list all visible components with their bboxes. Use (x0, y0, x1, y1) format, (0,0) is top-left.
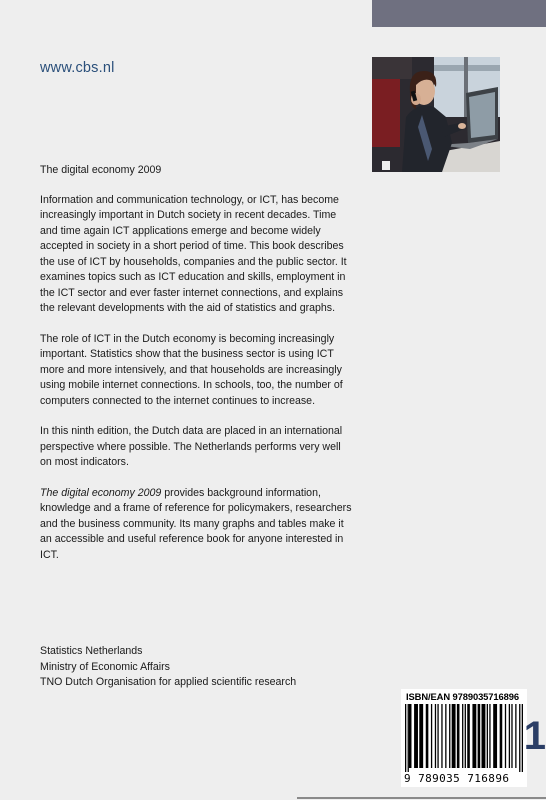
barcode-bar (449, 704, 450, 768)
barcode-bar (467, 704, 470, 768)
barcode-bar (493, 704, 497, 768)
barcode-bar (431, 704, 432, 768)
barcode-bar (426, 704, 429, 768)
barcode-bar (445, 704, 446, 768)
barcode-bar (511, 704, 512, 768)
blurb-title: The digital economy 2009 (40, 164, 162, 176)
isbn-label: ISBN/EAN 9789035716896 (406, 691, 519, 702)
barcode-block (401, 689, 527, 787)
blurb-paragraph-4 (40, 486, 352, 564)
barcode-bar (437, 704, 438, 768)
blurb-paragraph-3: In this ninth edition, the Dutch data are placed in an international perspective where possible. The Netherlands performs very well on most indicators. (40, 425, 343, 468)
barcode-bar (472, 704, 476, 768)
bottom-rule (297, 797, 546, 799)
cover-photo (372, 57, 500, 172)
barcode-bar (489, 704, 490, 768)
barcode-bar (405, 704, 406, 772)
barcode-bar (505, 704, 506, 768)
barcode-left-group: 789035 (418, 772, 461, 785)
barcode-bar (478, 704, 481, 768)
barcode-bar (509, 704, 510, 768)
publishers-list (40, 644, 340, 691)
barcode-bar (419, 704, 423, 768)
barcode-bar (487, 704, 488, 768)
barcode-digits (404, 772, 526, 785)
edge-number: 1 (523, 714, 546, 758)
barcode-bars (404, 704, 524, 772)
barcode-bar (414, 704, 418, 768)
blurb-paragraph-2: The role of ICT in the Dutch economy is becoming increasingly important. Statistics show that the business sector is using ICT more and more intensively, and that households are increasingly using mobile internet connections. In schools, too, the number of computers connected to the internet continues to increase. (40, 332, 343, 407)
barcode-right-group: 716896 (467, 772, 510, 785)
publisher-item: Ministry of Economic Affairs (40, 660, 170, 673)
back-cover-blurb (40, 163, 352, 578)
barcode-bar (409, 704, 412, 768)
barcode-bar (452, 704, 456, 768)
barcode-bar (519, 704, 520, 772)
barcode-bar (465, 704, 466, 768)
blurb-paragraph-4-text: provides background information, knowledge and a frame of reference for policymakers, researchers and the business community. Its many graphs and tables make it an accessible and useful reference book for anyone interested in ICT. (40, 486, 352, 561)
barcode-bar (500, 704, 503, 768)
barcode-bar (462, 704, 463, 768)
barcode-bar (435, 704, 436, 768)
publisher-item: TNO Dutch Organisation for applied scientific research (40, 676, 297, 688)
book-title-italic: The digital economy 2009 (40, 486, 162, 499)
barcode-bar (408, 704, 409, 772)
barcode-first-digit: 9 (404, 772, 412, 785)
blurb-paragraph-1: Information and communication technology, or ICT, has become increasingly important in Dutch society in recent decades. Time and time again ICT applications emerge and become widely accepted in society in a short period of time. This book describes the use of ICT by households, companies and the public sector. It examines topics such as ICT education and skills, employment in the ICT sector and ever faster internet connections, and explains the relevant developments with the aid of statistics and graphs. (40, 193, 347, 314)
barcode-bar (515, 704, 516, 768)
barcode-bar (441, 704, 442, 768)
publisher-item: Statistics Netherlands (40, 645, 143, 657)
barcode-bar (457, 704, 460, 768)
website-url[interactable]: www.cbs.nl (40, 60, 115, 76)
barcode-bar (482, 704, 486, 768)
top-color-band (372, 0, 546, 27)
